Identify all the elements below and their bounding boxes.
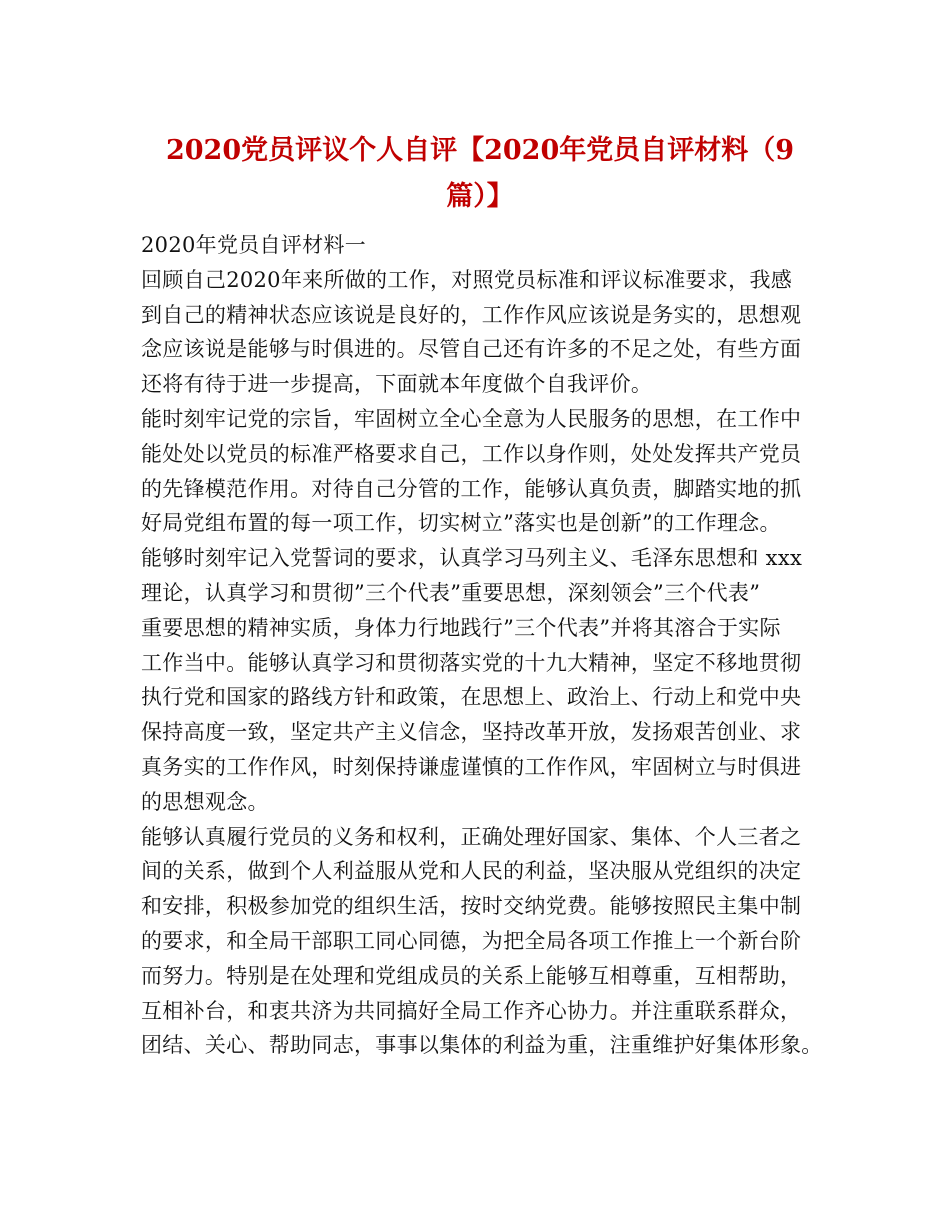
text-line: 重要思想的精神实质，身体力行地践行”三个代表”并将其溶合于实际: [141, 615, 781, 640]
paragraph-4: [141, 820, 841, 1064]
text-line: 回顾自己2020年来所做的工作，对照党员标准和评议标准要求，我感: [141, 267, 793, 292]
text-line: 真务实的工作作风，时刻保持谦虚谨慎的工作作风，牢固树立与时俱进: [141, 754, 802, 779]
text-line: 互相补台，和衷共济为共同搞好全局工作齐心协力。并注重联系群众，: [141, 998, 802, 1023]
title-line: 2020党员评议个人自评【2020年党员自评材料（9: [165, 135, 795, 166]
text-line: 理论，认真学习和贯彻”三个代表”重要思想，深刻领会”三个代表”: [141, 580, 761, 605]
paragraph-3: [141, 541, 841, 819]
text-line: 执行党和国家的路线方针和政策，在思想上、政治上、行动上和党中央: [141, 685, 802, 710]
text-line: 能时刻牢记党的宗旨，牢固树立全心全意为人民服务的思想，在工作中: [141, 406, 802, 431]
text-line: 念应该说是能够与时俱进的。尽管自己还有许多的不足之处，有些方面: [141, 337, 802, 362]
text-line: 到自己的精神状态应该说是良好的，工作作风应该说是务实的，思想观: [141, 302, 802, 327]
document-body: [141, 228, 841, 1063]
text-line: 的先锋模范作用。对待自己分管的工作，能够认真负责，脚踏实地的抓: [141, 476, 802, 501]
section-heading: 2020年党员自评材料一: [141, 233, 367, 257]
document-title: [140, 128, 820, 220]
text-line: 间的关系，做到个人利益服从党和人民的利益，坚决服从党组织的决定: [141, 859, 802, 884]
text-line: 工作当中。能够认真学习和贯彻落实党的十九大精神，坚定不移地贯彻: [141, 650, 802, 675]
paragraph-2: [141, 402, 841, 541]
text-line: 而努力。特别是在处理和党组成员的关系上能够互相尊重，互相帮助，: [141, 963, 802, 988]
text-line: 还将有待于进一步提高，下面就本年度做个自我评价。: [141, 372, 653, 397]
text-line: 能处处以党员的标准严格要求自己，工作以身作则，处处发挥共产党员: [141, 441, 802, 466]
text-line: 保持高度一致，坚定共产主义信念，坚持改革开放，发扬艰苦创业、求: [141, 720, 802, 745]
text-line: 团结、关心、帮助同志，事事以集体的利益为重，注重维护好集体形象。: [141, 1033, 823, 1058]
title-line: 篇）】: [446, 181, 514, 212]
text-line: 能够认真履行党员的义务和权利，正确处理好国家、集体、个人三者之: [141, 824, 802, 849]
text-line: 和安排，积极参加党的组织生活，按时交纳党费。能够按照民主集中制: [141, 894, 802, 919]
text-line: 的要求，和全局干部职工同心同德，为把全局各项工作推上一个新台阶: [141, 928, 802, 953]
text-line: 的思想观念。: [141, 789, 269, 814]
text-line: 能够时刻牢记入党誓词的要求，认真学习马列主义、毛泽东思想和 xxx: [141, 546, 803, 571]
paragraph-1: [141, 263, 841, 402]
text-line: 好局党组布置的每一项工作，切实树立”落实也是创新”的工作理念。: [141, 511, 781, 536]
